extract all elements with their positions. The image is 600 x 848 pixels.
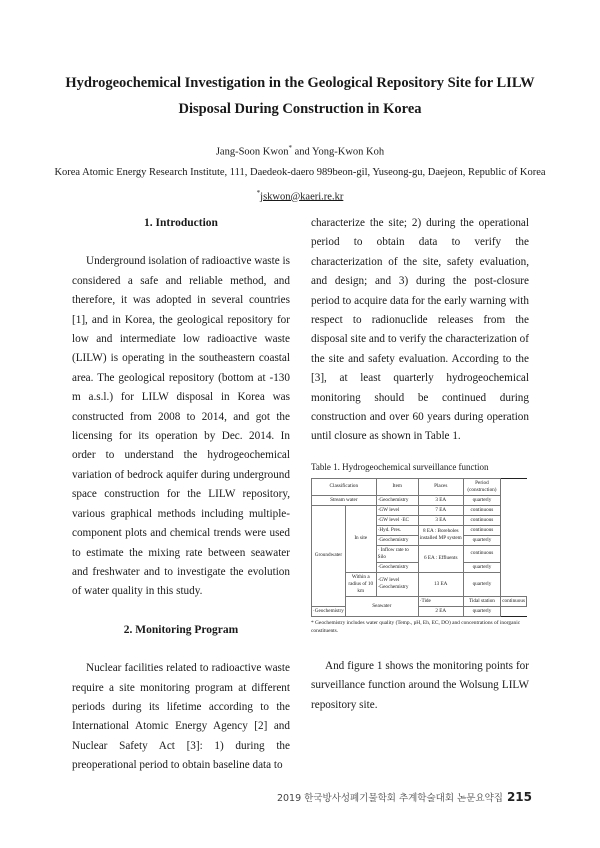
section-heading-monitoring: 2. Monitoring Program [123,623,239,636]
table-cell: ·GW level ·EC [376,515,418,525]
table-cell: 2 EA [418,606,463,616]
monitoring-paragraph-continued: characterize the site; 2) during the operational period to obtain data to verify the characterization of the site, safety evaluation, and design; and 3) during the post-closure period to acquire data for the early warning with respect to radionuclide releases from the disposal site and to verify the characterization of the site and safety evaluation. According to the [3], at least quarterly hydrogeochemical monitoring should be continued during construction and over 60 years during operation until closure as shown in Table 1. [311,217,529,443]
table-row [312,495,527,505]
author-primary: Jang-Soon Kwon [215,146,289,158]
table-cell: quarterly [463,572,500,596]
contact-email[interactable]: jskwon@kaeri.re.kr [260,191,344,202]
table-cell: 7 EA [418,505,463,515]
table-cell: ·Geochemistry [376,535,418,545]
section-heading-introduction: 1. Introduction [144,217,218,229]
table-cell: quarterly [463,535,500,545]
table-cell: 6 EA : Effluents [418,545,463,572]
author-secondary: and Yong-Kwon Koh [291,146,385,158]
header-classification: Classification [312,478,377,495]
table-cell: Tidal station [463,596,500,606]
table-cell: quarterly [463,606,500,616]
surveillance-table [311,478,527,617]
affiliation: Korea Atomic Energy Research Institute, 111, Daedeok-daero 989beon-gil, Yuseong-gu, Daejeon, Republic of Korea [54,166,546,178]
cell-stream-water: Stream water [312,495,377,505]
cell-within-radius: Within a radius of 10 km [345,572,376,596]
figure-reference-paragraph: And figure 1 shows the monitoring points for surveillance function around the Wolsung LILW repository site. [311,659,529,711]
table-cell: ·GW level [376,505,418,515]
left-column [72,214,290,776]
monitoring-paragraph: Nuclear facilities related to radioactive waste require a site monitoring program at different periods during its lifetime according to the International Atomic Energy Agency [2] and Nuclear Safety Act [3]: 1) during the preoperational period to obtain baseline data to [72,662,290,772]
table-caption: Table 1. Hydrogeochemical surveillance function [311,461,489,472]
email-marker: * [256,188,261,197]
table-cell: continuous [463,525,500,535]
author-marker: * [288,144,292,152]
page-footer [277,790,532,804]
table-row [312,606,527,616]
table-cell: continuous [501,596,527,606]
table-cell: · Inflow rate to Silo [376,545,418,562]
cell-seawater: Seawater [345,596,418,616]
table-cell: continuous [463,505,500,515]
table-cell: ·Hyd. Pres. [376,525,418,535]
table-cell: quarterly [463,562,500,572]
table-cell: continuous [463,545,500,562]
paper-title [40,70,560,122]
author-names [40,138,560,163]
cell-in-site: In site [345,505,376,572]
right-column [311,214,529,715]
table-header-row [312,478,527,495]
title-line-2: Disposal During Construction in Korea [178,101,422,117]
table-cell: ·Tide [418,596,463,606]
header-period: Period (construction) [463,478,500,495]
table-cell: ·Geochemistry [376,495,418,505]
table-cell: continuous [463,515,500,525]
header-item: Item [376,478,418,495]
header-places: Places [418,478,463,495]
table-cell: ·Geochemistry [376,562,418,572]
table-cell: ·GW level ·Geochemistry [376,572,418,596]
table-footnote: * Geochemistry includes water quality (Temp., pH, Eh, EC, DO) and concentrations of inorganic constituents. [311,619,521,634]
table-cell: 3 EA [418,495,463,505]
table-cell: 13 EA [418,572,463,596]
contact-email-line [40,183,560,208]
introduction-paragraph: Underground isolation of radioactive waste is considered a safe and reliable method, and therefore, it was adopted in several countries [1], and in Korea, the geological repository for low and intermediate low radioactive waste (LILW) is operating in the southeastern coastal area. The geological repository (bottom at -130 m a.s.l.) for LILW disposal in Korea was constructed from 2008 to 2014, and got the licensing for its operation by Dec. 2014. In order to understand the hydrogeochemical variation of bedrock aquifer during underground space construction for the LILW repository, various graphical methods including multiple-component plots and chemical trends were used to estimate the mixing rate between seawater and freshwater and to investigate the evolution of water quality in this study. [72,255,290,598]
proceedings-title: 2019 한국방사성폐기물학회 추계학술대회 논문요약집 [276,793,503,804]
table-cell: ·Geochemistry [312,606,346,616]
table-row [312,505,527,515]
table-cell: quarterly [463,495,500,505]
page-number: 215 [506,790,532,804]
table-cell: 3 EA [418,515,463,525]
table-cell: 8 EA : Boreholes installed MP system [418,525,463,545]
author-block [40,138,560,207]
cell-groundwater: Groundwater [312,505,346,606]
title-line-1: Hydrogeochemical Investigation in the Geological Repository Site for LILW [65,75,535,91]
